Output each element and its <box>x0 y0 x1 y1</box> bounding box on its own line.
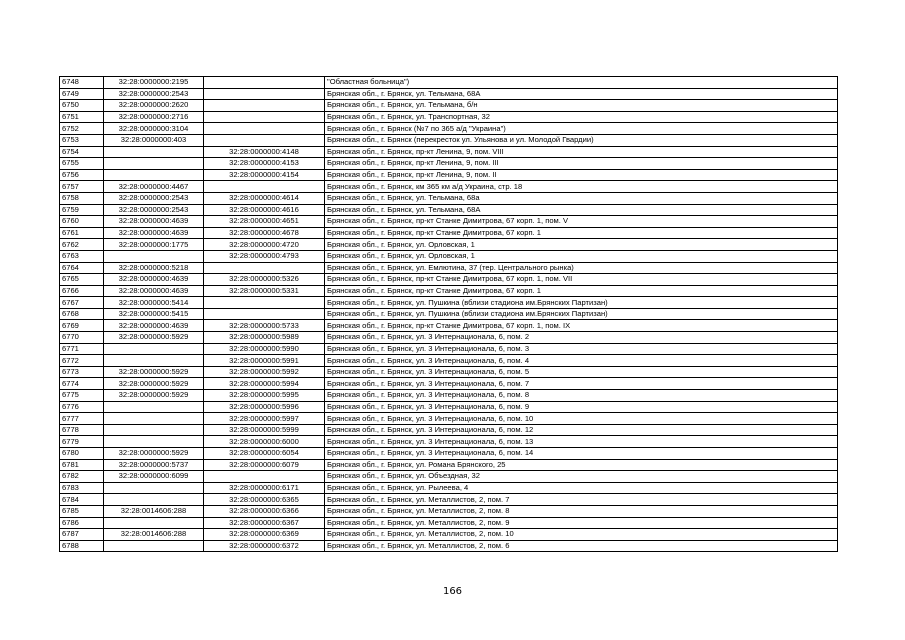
table-row <box>60 250 838 262</box>
cadastral-number-parcel-cell <box>104 250 204 262</box>
cadastral-number-parcel-cell: 32:28:0014606:288 <box>104 529 204 541</box>
cadastral-number-object-cell: 32:28:0000000:4651 <box>204 216 325 228</box>
cadastral-number-parcel-cell: 32:28:0000000:4639 <box>104 216 204 228</box>
table-row <box>60 204 838 216</box>
cadastral-number-parcel-cell <box>104 158 204 170</box>
cadastral-number-object-cell: 32:28:0000000:5990 <box>204 343 325 355</box>
cadastral-number-object-cell <box>204 297 325 309</box>
table-row <box>60 366 838 378</box>
table-row <box>60 274 838 286</box>
cadastral-number-object-cell: 32:28:0000000:6171 <box>204 482 325 494</box>
address-cell: Брянская обл., г. Брянск, пр-кт Станке Димитрова, 67 корп. 1 <box>325 285 838 297</box>
row-number-cell: 6750 <box>60 100 104 112</box>
row-number-cell: 6758 <box>60 192 104 204</box>
table-row <box>60 169 838 181</box>
cadastral-number-object-cell: 32:28:0000000:4148 <box>204 146 325 158</box>
cadastral-number-parcel-cell: 32:28:0000000:5929 <box>104 390 204 402</box>
row-number-cell: 6752 <box>60 123 104 135</box>
table-row <box>60 297 838 309</box>
cadastral-number-object-cell: 32:28:0000000:5992 <box>204 366 325 378</box>
cadastral-number-object-cell <box>204 471 325 483</box>
table-row <box>60 390 838 402</box>
cadastral-number-parcel-cell <box>104 355 204 367</box>
row-number-cell: 6757 <box>60 181 104 193</box>
cadastral-number-parcel-cell <box>104 146 204 158</box>
row-number-cell: 6765 <box>60 274 104 286</box>
row-number-cell: 6782 <box>60 471 104 483</box>
row-number-cell: 6776 <box>60 401 104 413</box>
row-number-cell: 6771 <box>60 343 104 355</box>
register-table-body <box>60 77 838 552</box>
cadastral-number-parcel-cell <box>104 540 204 552</box>
row-number-cell: 6775 <box>60 390 104 402</box>
address-cell: Брянская обл., г. Брянск, пр-кт Станке Димитрова, 67 корп. 1 <box>325 227 838 239</box>
cadastral-number-parcel-cell <box>104 494 204 506</box>
cadastral-number-parcel-cell: 32:28:0000000:5218 <box>104 262 204 274</box>
row-number-cell: 6773 <box>60 366 104 378</box>
address-cell: Брянская обл., г. Брянск, ул. 3 Интернационала, 6, пом. 13 <box>325 436 838 448</box>
cadastral-number-object-cell: 32:28:0000000:6000 <box>204 436 325 448</box>
address-cell: Брянская обл., г. Брянск, ул. Металлистов, 2, пом. 10 <box>325 529 838 541</box>
row-number-cell: 6774 <box>60 378 104 390</box>
cadastral-number-object-cell: 32:28:0000000:4614 <box>204 192 325 204</box>
cadastral-number-parcel-cell: 32:28:0000000:4467 <box>104 181 204 193</box>
row-number-cell: 6749 <box>60 88 104 100</box>
address-cell: Брянская обл., г. Брянск, ул. 3 Интернационала, 6, пом. 7 <box>325 378 838 390</box>
cadastral-number-parcel-cell <box>104 482 204 494</box>
table-row <box>60 529 838 541</box>
table-row <box>60 158 838 170</box>
cadastral-number-object-cell: 32:28:0000000:5733 <box>204 320 325 332</box>
table-row <box>60 192 838 204</box>
row-number-cell: 6764 <box>60 262 104 274</box>
row-number-cell: 6761 <box>60 227 104 239</box>
address-cell: Брянская обл., г. Брянск, ул. Пушкина (вблизи стадиона им.Брянских Партизан) <box>325 308 838 320</box>
address-cell: Брянская обл., г. Брянск, ул. Тельмана, 68а <box>325 192 838 204</box>
table-row <box>60 517 838 529</box>
table-row <box>60 239 838 251</box>
table-row <box>60 308 838 320</box>
row-number-cell: 6788 <box>60 540 104 552</box>
cadastral-number-parcel-cell: 32:28:0000000:4639 <box>104 274 204 286</box>
cadastral-number-object-cell: 32:28:0000000:4154 <box>204 169 325 181</box>
page-number: 166 <box>442 586 463 597</box>
row-number-cell: 6787 <box>60 529 104 541</box>
cadastral-number-parcel-cell <box>104 169 204 181</box>
cadastral-number-parcel-cell: 32:28:0000000:1775 <box>104 239 204 251</box>
table-row <box>60 100 838 112</box>
row-number-cell: 6779 <box>60 436 104 448</box>
cadastral-number-object-cell <box>204 308 325 320</box>
address-cell: Брянская обл., г. Брянск, ул. 3 Интернационала, 6, пом. 2 <box>325 332 838 344</box>
address-cell: Брянская обл., г. Брянск, ул. Орловская, 1 <box>325 239 838 251</box>
cadastral-number-object-cell: 32:28:0000000:5995 <box>204 390 325 402</box>
row-number-cell: 6763 <box>60 250 104 262</box>
address-cell: Брянская обл., г. Брянск, ул. Металлистов, 2, пом. 7 <box>325 494 838 506</box>
address-cell: Брянская обл., г. Брянск, пр-кт Ленина, 9, пом. VIII <box>325 146 838 158</box>
address-cell: Брянская обл., г. Брянск, пр-кт Станке Димитрова, 67 корп. 1, пом. V <box>325 216 838 228</box>
address-cell: Брянская обл., г. Брянск, ул. Пушкина (вблизи стадиона им.Брянских Партизан) <box>325 297 838 309</box>
cadastral-number-object-cell: 32:28:0000000:5331 <box>204 285 325 297</box>
table-row <box>60 111 838 123</box>
cadastral-number-object-cell: 32:28:0000000:5991 <box>204 355 325 367</box>
table-row <box>60 77 838 89</box>
cadastral-number-object-cell <box>204 123 325 135</box>
row-number-cell: 6783 <box>60 482 104 494</box>
cadastral-number-object-cell: 32:28:0000000:4793 <box>204 250 325 262</box>
cadastral-number-parcel-cell <box>104 517 204 529</box>
cadastral-number-parcel-cell <box>104 436 204 448</box>
address-cell: Брянская обл., г. Брянск, ул. Тельмана, 68А <box>325 88 838 100</box>
row-number-cell: 6751 <box>60 111 104 123</box>
table-row <box>60 540 838 552</box>
table-row <box>60 436 838 448</box>
cadastral-number-object-cell: 32:28:0000000:4678 <box>204 227 325 239</box>
cadastral-number-object-cell <box>204 134 325 146</box>
cadastral-number-object-cell: 32:28:0000000:5989 <box>204 332 325 344</box>
cadastral-number-parcel-cell: 32:28:0000000:3104 <box>104 123 204 135</box>
address-cell: Брянская обл., г. Брянск, ул. Тельмана, б/н <box>325 100 838 112</box>
row-number-cell: 6748 <box>60 77 104 89</box>
cadastral-number-object-cell <box>204 111 325 123</box>
cadastral-number-object-cell: 32:28:0000000:4153 <box>204 158 325 170</box>
row-number-cell: 6753 <box>60 134 104 146</box>
cadastral-number-object-cell: 32:28:0000000:6079 <box>204 459 325 471</box>
cadastral-number-object-cell: 32:28:0000000:6372 <box>204 540 325 552</box>
row-number-cell: 6784 <box>60 494 104 506</box>
table-row <box>60 448 838 460</box>
table-row <box>60 88 838 100</box>
register-table <box>59 76 838 552</box>
cadastral-number-parcel-cell: 32:28:0000000:2716 <box>104 111 204 123</box>
address-cell: Брянская обл., г. Брянск, ул. 3 Интернационала, 6, пом. 12 <box>325 424 838 436</box>
address-cell: Брянская обл., г. Брянск, ул. Металлистов, 2, пом. 9 <box>325 517 838 529</box>
address-cell: Брянская обл., г. Брянск, ул. Тельмана, 68А <box>325 204 838 216</box>
table-row <box>60 459 838 471</box>
cadastral-number-parcel-cell: 32:28:0000000:403 <box>104 134 204 146</box>
address-cell: Брянская обл., г. Брянск, ул. 3 Интернационала, 6, пом. 4 <box>325 355 838 367</box>
cadastral-number-parcel-cell: 32:28:0000000:2543 <box>104 88 204 100</box>
cadastral-number-parcel-cell: 32:28:0000000:5929 <box>104 378 204 390</box>
row-number-cell: 6755 <box>60 158 104 170</box>
cadastral-number-parcel-cell: 32:28:0014606:288 <box>104 505 204 517</box>
cadastral-number-parcel-cell: 32:28:0000000:5929 <box>104 366 204 378</box>
row-number-cell: 6770 <box>60 332 104 344</box>
address-cell: Брянская обл., г. Брянск (перекресток ул. Ульянова и ул. Молодой Гвардии) <box>325 134 838 146</box>
table-row <box>60 285 838 297</box>
table-row <box>60 123 838 135</box>
table-row <box>60 471 838 483</box>
cadastral-number-object-cell: 32:28:0000000:6365 <box>204 494 325 506</box>
cadastral-number-object-cell: 32:28:0000000:5326 <box>204 274 325 286</box>
cadastral-number-parcel-cell: 32:28:0000000:2620 <box>104 100 204 112</box>
cadastral-number-parcel-cell: 32:28:0000000:5415 <box>104 308 204 320</box>
table-row <box>60 355 838 367</box>
address-cell: Брянская обл., г. Брянск, ул. Объездная, 32 <box>325 471 838 483</box>
cadastral-number-parcel-cell: 32:28:0000000:4639 <box>104 285 204 297</box>
address-cell: Брянская обл., г. Брянск, ул. 3 Интернационала, 6, пом. 14 <box>325 448 838 460</box>
address-cell: Брянская обл., г. Брянск, ул. 3 Интернационала, 6, пом. 8 <box>325 390 838 402</box>
address-cell: Брянская обл., г. Брянск, пр-кт Ленина, 9, пом. II <box>325 169 838 181</box>
table-row <box>60 494 838 506</box>
cadastral-number-object-cell: 32:28:0000000:6369 <box>204 529 325 541</box>
row-number-cell: 6777 <box>60 413 104 425</box>
cadastral-number-object-cell <box>204 100 325 112</box>
table-row <box>60 181 838 193</box>
cadastral-number-object-cell: 32:28:0000000:6366 <box>204 505 325 517</box>
row-number-cell: 6769 <box>60 320 104 332</box>
table-row <box>60 401 838 413</box>
address-cell: Брянская обл., г. Брянск, ул. Романа Брянского, 25 <box>325 459 838 471</box>
cadastral-number-parcel-cell: 32:28:0000000:5929 <box>104 332 204 344</box>
cadastral-number-parcel-cell <box>104 413 204 425</box>
cadastral-number-object-cell <box>204 77 325 89</box>
table-row <box>60 227 838 239</box>
table-row <box>60 320 838 332</box>
cadastral-number-parcel-cell <box>104 424 204 436</box>
cadastral-number-parcel-cell: 32:28:0000000:5737 <box>104 459 204 471</box>
cadastral-number-parcel-cell: 32:28:0000000:5414 <box>104 297 204 309</box>
cadastral-number-parcel-cell <box>104 401 204 413</box>
row-number-cell: 6767 <box>60 297 104 309</box>
row-number-cell: 6778 <box>60 424 104 436</box>
cadastral-number-object-cell <box>204 262 325 274</box>
row-number-cell: 6786 <box>60 517 104 529</box>
table-row <box>60 146 838 158</box>
cadastral-number-object-cell: 32:28:0000000:5996 <box>204 401 325 413</box>
address-cell: Брянская обл., г. Брянск, ул. Металлистов, 2, пом. 6 <box>325 540 838 552</box>
address-cell: Брянская обл., г. Брянск, ул. Металлистов, 2, пом. 8 <box>325 505 838 517</box>
table-row <box>60 332 838 344</box>
table-row <box>60 378 838 390</box>
address-cell: Брянская обл., г. Брянск, ул. 3 Интернационала, 6, пом. 9 <box>325 401 838 413</box>
address-cell: Брянская обл., г. Брянск, ул. Рылеева, 4 <box>325 482 838 494</box>
cadastral-number-parcel-cell: 32:28:0000000:4639 <box>104 227 204 239</box>
cadastral-number-object-cell: 32:28:0000000:6054 <box>204 448 325 460</box>
cadastral-number-object-cell: 32:28:0000000:5997 <box>204 413 325 425</box>
cadastral-number-object-cell: 32:28:0000000:6367 <box>204 517 325 529</box>
table-row <box>60 216 838 228</box>
row-number-cell: 6768 <box>60 308 104 320</box>
table-row <box>60 424 838 436</box>
table-row <box>60 343 838 355</box>
address-cell: Брянская обл., г. Брянск, ул. 3 Интернационала, 6, пом. 5 <box>325 366 838 378</box>
cadastral-number-parcel-cell: 32:28:0000000:6099 <box>104 471 204 483</box>
row-number-cell: 6780 <box>60 448 104 460</box>
cadastral-number-object-cell: 32:28:0000000:4720 <box>204 239 325 251</box>
cadastral-number-parcel-cell: 32:28:0000000:2543 <box>104 204 204 216</box>
row-number-cell: 6785 <box>60 505 104 517</box>
cadastral-number-object-cell <box>204 88 325 100</box>
address-cell: Брянская обл., г. Брянск (№7 по 365 а/д "Украина") <box>325 123 838 135</box>
address-cell: Брянская обл., г. Брянск, пр-кт Ленина, 9, пом. III <box>325 158 838 170</box>
address-cell: Брянская обл., г. Брянск, ул. Орловская, 1 <box>325 250 838 262</box>
cadastral-number-parcel-cell: 32:28:0000000:4639 <box>104 320 204 332</box>
row-number-cell: 6766 <box>60 285 104 297</box>
table-row <box>60 505 838 517</box>
table-row <box>60 134 838 146</box>
cadastral-number-parcel-cell: 32:28:0000000:5929 <box>104 448 204 460</box>
address-cell: Брянская обл., г. Брянск, км 365 км а/д Украина, стр. 18 <box>325 181 838 193</box>
row-number-cell: 6762 <box>60 239 104 251</box>
cadastral-number-parcel-cell: 32:28:0000000:2543 <box>104 192 204 204</box>
cadastral-number-object-cell: 32:28:0000000:5999 <box>204 424 325 436</box>
address-cell: Брянская обл., г. Брянск, ул. Емлютина, 37 (тер. Центрального рынка) <box>325 262 838 274</box>
cadastral-number-parcel-cell: 32:28:0000000:2195 <box>104 77 204 89</box>
table-row <box>60 482 838 494</box>
cadastral-number-object-cell: 32:28:0000000:4616 <box>204 204 325 216</box>
address-cell: Брянская обл., г. Брянск, ул. 3 Интернационала, 6, пом. 10 <box>325 413 838 425</box>
row-number-cell: 6760 <box>60 216 104 228</box>
address-cell: Брянская обл., г. Брянск, пр-кт Станке Димитрова, 67 корп. 1, пом. VII <box>325 274 838 286</box>
cadastral-number-object-cell <box>204 181 325 193</box>
row-number-cell: 6781 <box>60 459 104 471</box>
row-number-cell: 6772 <box>60 355 104 367</box>
address-cell: Брянская обл., г. Брянск, пр-кт Станке Димитрова, 67 корп. 1, пом. IX <box>325 320 838 332</box>
cadastral-number-object-cell: 32:28:0000000:5994 <box>204 378 325 390</box>
address-cell: Брянская обл., г. Брянск, ул. Транспортная, 32 <box>325 111 838 123</box>
address-cell: Брянская обл., г. Брянск, ул. 3 Интернационала, 6, пом. 3 <box>325 343 838 355</box>
address-cell: "Областная больница") <box>325 77 838 89</box>
table-row <box>60 262 838 274</box>
row-number-cell: 6756 <box>60 169 104 181</box>
cadastral-number-parcel-cell <box>104 343 204 355</box>
row-number-cell: 6759 <box>60 204 104 216</box>
table-row <box>60 413 838 425</box>
row-number-cell: 6754 <box>60 146 104 158</box>
